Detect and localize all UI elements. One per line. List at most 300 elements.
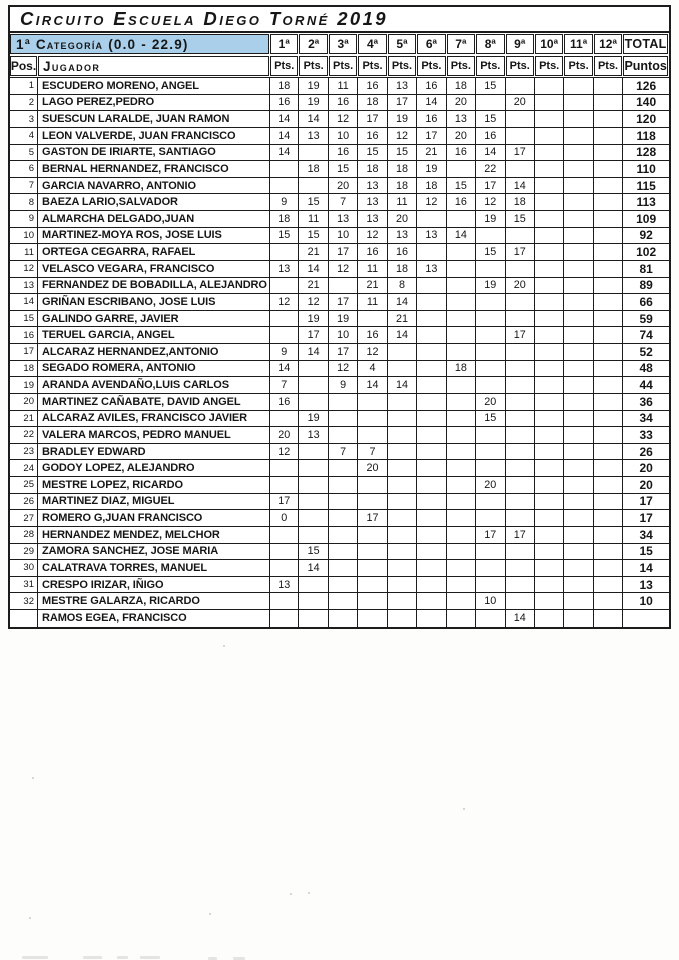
round-points-6 [417,327,446,344]
round-points-11 [564,610,593,627]
scan-smudge [22,956,48,959]
round-points-3 [329,527,358,544]
round-points-11 [564,145,593,162]
round-points-6: 18 [417,178,446,195]
total-points: 33 [623,427,669,444]
round-points-9 [506,111,535,128]
total-points: 81 [623,261,669,278]
round-points-12 [594,460,623,477]
round-points-1 [270,311,299,328]
category-label: 1ª Categoría (0.0 - 22.9) [10,34,269,54]
player-name: CRESPO IRIZAR, IÑIGO [38,577,270,594]
round-points-11 [564,394,593,411]
round-points-12 [594,194,623,211]
player-name: GRIÑAN ESCRIBANO, JOSE LUIS [38,294,270,311]
round-points-8: 15 [476,411,505,428]
round-points-12 [594,78,623,95]
table-row [10,593,669,610]
pts-header-1: Pts. [270,56,298,76]
round-points-10 [535,560,564,577]
round-points-4 [358,411,387,428]
round-points-4: 13 [358,211,387,228]
round-points-2: 21 [299,278,328,295]
round-points-3 [329,278,358,295]
round-points-12 [594,544,623,561]
round-points-3: 19 [329,311,358,328]
round-points-6: 21 [417,145,446,162]
round-points-6 [417,377,446,394]
round-points-11 [564,361,593,378]
round-points-8 [476,560,505,577]
round-points-5: 13 [388,228,417,245]
round-points-7 [447,294,476,311]
round-points-7: 18 [447,361,476,378]
round-points-1 [270,593,299,610]
round-points-1 [270,610,299,627]
round-points-4: 7 [358,444,387,461]
round-points-11 [564,294,593,311]
round-points-9: 17 [506,527,535,544]
round-points-5 [388,560,417,577]
round-points-5 [388,427,417,444]
round-points-2 [299,577,328,594]
table-body [10,78,669,627]
player-name: GARCIA NAVARRO, ANTONIO [38,178,270,195]
round-points-4: 16 [358,327,387,344]
round-points-6 [417,278,446,295]
round-points-2: 14 [299,261,328,278]
total-points: 14 [623,560,669,577]
table-row [10,111,669,128]
table-row [10,278,669,295]
round-header-7: 7ª [447,34,475,54]
table-row [10,128,669,145]
round-points-7: 14 [447,228,476,245]
pts-header-3: Pts. [329,56,357,76]
round-points-11 [564,261,593,278]
round-points-7 [447,510,476,527]
round-points-4 [358,610,387,627]
puntos-column-header: Puntos [623,56,668,76]
round-points-9: 14 [506,178,535,195]
round-points-11 [564,161,593,178]
table-row [10,145,669,162]
round-points-8 [476,228,505,245]
round-points-11 [564,344,593,361]
round-points-9 [506,411,535,428]
round-points-6 [417,294,446,311]
round-points-10 [535,460,564,477]
round-points-5 [388,577,417,594]
round-points-6: 13 [417,261,446,278]
round-points-10 [535,78,564,95]
round-points-4: 12 [358,228,387,245]
total-points: 113 [623,194,669,211]
round-points-10 [535,544,564,561]
row-position: 5 [10,145,38,162]
round-points-2: 19 [299,311,328,328]
player-name: ALMARCHA DELGADO,JUAN [38,211,270,228]
player-name: ROMERO G,JUAN FRANCISCO [38,510,270,527]
round-points-9: 20 [506,278,535,295]
round-points-5: 21 [388,311,417,328]
round-points-9 [506,128,535,145]
table-row [10,311,669,328]
round-points-3: 9 [329,377,358,394]
round-header-3: 3ª [329,34,357,54]
round-points-2: 15 [299,194,328,211]
player-name: BERNAL HERNANDEZ, FRANCISCO [38,161,270,178]
player-name: MESTRE LOPEZ, RICARDO [38,477,270,494]
round-points-6: 16 [417,111,446,128]
round-points-3: 17 [329,344,358,361]
round-points-3: 10 [329,228,358,245]
player-name: MARTINEZ CAÑABATE, DAVID ANGEL [38,394,270,411]
round-points-7 [447,527,476,544]
round-points-5: 14 [388,377,417,394]
round-points-10 [535,261,564,278]
player-name: BAEZA LARIO,SALVADOR [38,194,270,211]
round-points-9: 17 [506,244,535,261]
player-name: VALERA MARCOS, PEDRO MANUEL [38,427,270,444]
player-name: MARTINEZ DIAZ, MIGUEL [38,494,270,511]
round-points-2 [299,178,328,195]
row-position: 21 [10,411,38,428]
round-points-7 [447,544,476,561]
round-points-1: 12 [270,444,299,461]
round-points-7 [447,444,476,461]
round-points-2: 15 [299,544,328,561]
table-row [10,527,669,544]
round-points-10 [535,178,564,195]
round-points-8 [476,361,505,378]
round-points-8 [476,294,505,311]
round-points-7: 20 [447,95,476,112]
player-name: HERNANDEZ MENDEZ, MELCHOR [38,527,270,544]
scan-speck [463,808,465,810]
round-points-10 [535,593,564,610]
round-points-4 [358,593,387,610]
round-points-9: 18 [506,194,535,211]
round-points-10 [535,444,564,461]
player-name: BRADLEY EDWARD [38,444,270,461]
round-points-11 [564,510,593,527]
round-points-10 [535,211,564,228]
round-points-1: 14 [270,145,299,162]
round-points-11 [564,544,593,561]
round-points-7 [447,344,476,361]
total-points: 109 [623,211,669,228]
round-points-1: 0 [270,510,299,527]
round-points-1: 9 [270,194,299,211]
round-points-5: 15 [388,145,417,162]
round-points-7 [447,494,476,511]
round-points-4: 16 [358,244,387,261]
round-points-8: 20 [476,477,505,494]
round-header-2: 2ª [299,34,327,54]
round-points-12 [594,361,623,378]
total-points: 20 [623,460,669,477]
round-points-11 [564,78,593,95]
round-points-7 [447,311,476,328]
round-points-1 [270,477,299,494]
round-points-6 [417,427,446,444]
player-name: SEGADO ROMERA, ANTONIO [38,361,270,378]
round-points-10 [535,145,564,162]
row-position: 16 [10,327,38,344]
table-row [10,178,669,195]
player-name: SUESCUN LARALDE, JUAN RAMON [38,111,270,128]
round-points-2 [299,444,328,461]
round-points-8 [476,460,505,477]
row-position: 28 [10,527,38,544]
round-points-10 [535,327,564,344]
round-points-12 [594,95,623,112]
table-row [10,261,669,278]
round-points-6 [417,593,446,610]
round-points-3 [329,610,358,627]
round-points-6: 14 [417,95,446,112]
round-points-1 [270,327,299,344]
round-points-11 [564,577,593,594]
round-points-9 [506,377,535,394]
pts-header-6: Pts. [417,56,445,76]
round-points-12 [594,211,623,228]
row-position: 25 [10,477,38,494]
table-row [10,544,669,561]
round-points-5: 18 [388,161,417,178]
round-points-3: 7 [329,194,358,211]
round-points-8: 19 [476,211,505,228]
round-header-1: 1ª [270,34,298,54]
total-points: 17 [623,494,669,511]
round-points-10 [535,577,564,594]
player-name: MARTINEZ-MOYA ROS, JOSE LUIS [38,228,270,245]
round-points-6 [417,544,446,561]
total-points: 140 [623,95,669,112]
round-points-5 [388,494,417,511]
round-points-6 [417,510,446,527]
round-points-6 [417,344,446,361]
total-points: 17 [623,510,669,527]
total-points: 13 [623,577,669,594]
round-header-9: 9ª [506,34,534,54]
round-points-9 [506,78,535,95]
round-points-2: 21 [299,244,328,261]
total-points: 36 [623,394,669,411]
round-points-6 [417,610,446,627]
scan-speck [32,777,34,779]
round-points-2 [299,377,328,394]
round-points-1: 20 [270,427,299,444]
total-points: 74 [623,327,669,344]
total-points: 120 [623,111,669,128]
round-points-10 [535,510,564,527]
round-points-7: 20 [447,128,476,145]
round-points-2 [299,593,328,610]
round-points-7 [447,460,476,477]
round-points-10 [535,294,564,311]
round-points-1 [270,244,299,261]
round-points-1: 14 [270,361,299,378]
table-row [10,394,669,411]
round-points-7 [447,278,476,295]
round-points-9 [506,544,535,561]
round-points-10 [535,228,564,245]
round-points-1: 7 [270,377,299,394]
round-points-10 [535,128,564,145]
scan-speck [290,893,292,895]
table-row [10,577,669,594]
round-points-5: 14 [388,294,417,311]
player-name: ESCUDERO MORENO, ANGEL [38,78,270,95]
round-points-6 [417,477,446,494]
round-points-4: 20 [358,460,387,477]
round-points-6 [417,560,446,577]
table-row [10,344,669,361]
round-points-5: 12 [388,128,417,145]
player-name: FERNANDEZ DE BOBADILLA, ALEJANDRO [38,278,270,295]
round-points-3 [329,394,358,411]
player-name: LEON VALVERDE, JUAN FRANCISCO [38,128,270,145]
round-points-3: 12 [329,361,358,378]
round-points-12 [594,128,623,145]
round-points-3 [329,544,358,561]
round-points-7 [447,577,476,594]
round-points-12 [594,344,623,361]
round-points-9 [506,460,535,477]
round-points-12 [594,527,623,544]
pts-header-12: Pts. [594,56,622,76]
round-points-11 [564,460,593,477]
scan-smudge [83,956,102,959]
table-row [10,444,669,461]
round-points-1 [270,411,299,428]
round-points-2: 17 [299,327,328,344]
total-points: 34 [623,527,669,544]
row-position: 3 [10,111,38,128]
round-points-4: 16 [358,78,387,95]
round-points-9: 17 [506,145,535,162]
row-position: 15 [10,311,38,328]
row-position: 1 [10,78,38,95]
round-points-1: 18 [270,78,299,95]
round-points-2: 14 [299,111,328,128]
scan-speck [223,645,225,647]
row-position: 19 [10,377,38,394]
round-points-6 [417,394,446,411]
round-points-9 [506,593,535,610]
pts-header-5: Pts. [388,56,416,76]
total-points: 34 [623,411,669,428]
round-points-3: 17 [329,244,358,261]
round-points-3: 12 [329,261,358,278]
row-position: 29 [10,544,38,561]
round-points-3 [329,560,358,577]
round-points-7 [447,411,476,428]
round-points-4 [358,527,387,544]
round-points-3: 17 [329,294,358,311]
round-points-8 [476,544,505,561]
round-points-12 [594,610,623,627]
table-row [10,361,669,378]
round-points-4: 17 [358,510,387,527]
round-points-9 [506,477,535,494]
round-points-10 [535,361,564,378]
round-points-8: 10 [476,593,505,610]
round-points-11 [564,377,593,394]
round-points-12 [594,510,623,527]
round-points-2 [299,477,328,494]
table-row [10,477,669,494]
round-points-10 [535,377,564,394]
table-row [10,244,669,261]
round-points-5: 8 [388,278,417,295]
round-points-8 [476,427,505,444]
page-title [10,7,669,33]
round-points-8: 22 [476,161,505,178]
round-points-1 [270,178,299,195]
round-points-1: 14 [270,128,299,145]
round-points-2: 11 [299,211,328,228]
round-points-8: 20 [476,394,505,411]
round-points-1 [270,460,299,477]
player-name: CALATRAVA TORRES, MANUEL [38,560,270,577]
table-row [10,327,669,344]
round-points-6 [417,411,446,428]
round-points-10 [535,527,564,544]
round-points-4: 17 [358,111,387,128]
round-points-4 [358,477,387,494]
round-points-2 [299,610,328,627]
round-points-7: 16 [447,145,476,162]
round-points-2 [299,494,328,511]
player-name: MESTRE GALARZA, RICARDO [38,593,270,610]
total-points: 26 [623,444,669,461]
round-points-2 [299,460,328,477]
round-points-5: 16 [388,244,417,261]
round-points-5 [388,444,417,461]
round-points-6 [417,244,446,261]
round-points-3 [329,494,358,511]
row-position: 2 [10,95,38,112]
row-position: 18 [10,361,38,378]
row-position: 17 [10,344,38,361]
round-points-10 [535,95,564,112]
round-points-2: 13 [299,128,328,145]
round-points-4 [358,311,387,328]
round-points-3: 16 [329,145,358,162]
round-points-12 [594,145,623,162]
round-points-1: 15 [270,228,299,245]
round-points-2: 13 [299,427,328,444]
round-points-3 [329,593,358,610]
round-points-1: 16 [270,394,299,411]
scan-smudge [117,956,128,959]
total-points: 92 [623,228,669,245]
pts-header-10: Pts. [535,56,563,76]
round-points-11 [564,278,593,295]
scan-speck [308,892,310,894]
player-name: RAMOS EGEA, FRANCISCO [38,610,270,627]
round-points-4: 11 [358,261,387,278]
round-points-2: 18 [299,161,328,178]
round-points-4: 14 [358,377,387,394]
table-row [10,194,669,211]
row-position: 8 [10,194,38,211]
round-header-11: 11ª [564,34,592,54]
round-points-8: 17 [476,178,505,195]
